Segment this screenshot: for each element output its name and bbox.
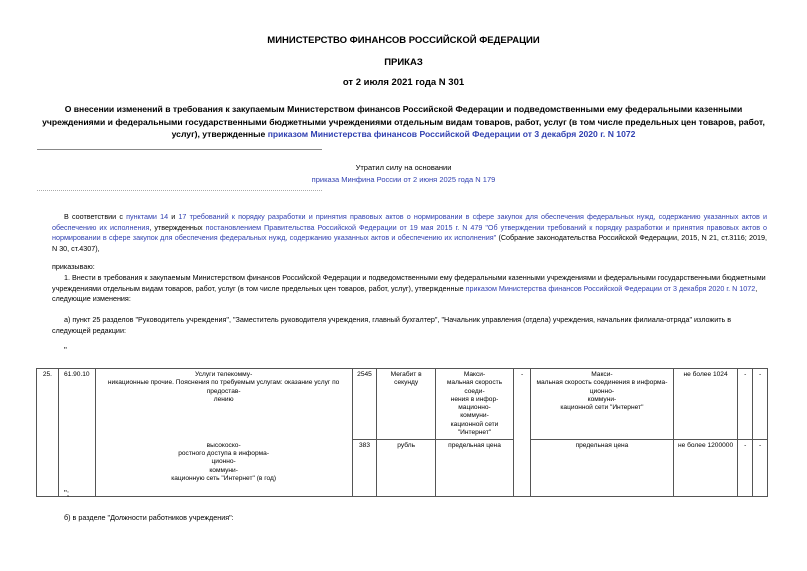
document-date: от 2 июля 2021 года N 301 xyxy=(342,77,465,88)
item-1-text-a: 1. Внести в требования к закупаемым Министерством финансов Российской Федерации и подведомственными ему федеральными казенными учреждениями и федеральными государственными бюджетными учреждениями отдельным видам товаров, работ, услуг (в том числе предельных цен товаров, работ, услуг), утвержденные xyxy=(52,273,766,293)
cell-characteristic-1: предельная цена xyxy=(435,440,513,497)
item-1-text-b: , следующие изменения: xyxy=(52,283,758,303)
item-b-paragraph xyxy=(52,513,767,524)
cell-number: 25. xyxy=(37,369,59,497)
cell-dash: - xyxy=(514,369,531,497)
preamble-text-c: , утвержденных xyxy=(149,222,206,232)
item-1-link[interactable]: приказом Министерства финансов Российской Федерации от 3 декабря 2020 г. N 1072 xyxy=(465,283,756,293)
preamble-link-items[interactable]: пунктами 14 xyxy=(126,212,169,221)
table-row xyxy=(37,369,768,440)
item-a-text: а) пункт 25 разделов "Руководитель учреждения", "Заместитель руководителя учреждения, главный бухгалтер", "Начальник управления (отдела) учреждения, начальник филиала-отряда" изложить в следующей редакции: xyxy=(52,315,732,335)
preamble-link-decree[interactable]: постановлением Правительства Российской Федерации от 19 мая 2015 г. N 479 "Об утверждении требований к порядку разработки и принятия правовых актов о нормировании в сфере закупок для обеспечения федеральных нужд, содержанию указанных актов и обеспечению их исполнения" xyxy=(52,222,768,242)
cell-name: Услуги телекомму- никационные прочие. Пояснения по требуемым услугам: оказание услуг по предостав- лению xyxy=(95,369,352,440)
title-link[interactable]: приказом Министерства финансов Российской Федерации от 3 декабря 2020 г. N 1072 xyxy=(267,129,636,139)
cell-dash: - xyxy=(753,369,768,440)
document-title xyxy=(40,103,767,141)
document-type: ПРИКАЗ xyxy=(384,57,423,68)
cell-name-continued: высокоско- ростного доступа в информа- ционно- коммуни- кационную сеть "Интернет" (в год) xyxy=(95,440,352,497)
item-1-paragraph xyxy=(52,273,767,305)
divider-top xyxy=(37,149,322,150)
item-a-paragraph xyxy=(52,315,767,336)
cell-unit: Мегабит в секунду xyxy=(377,369,435,440)
cell-characteristic-2: Макси- мальная скорость соединения в информа- ционно- коммуни- кационной сети "Интернет" xyxy=(530,369,673,440)
cell-dash: - xyxy=(753,440,768,497)
status-lost-force: Утратил силу на основании xyxy=(355,163,452,172)
cell-okei-code: 383 xyxy=(352,440,377,497)
preamble-text-b: и xyxy=(168,212,179,221)
preamble-paragraph xyxy=(52,212,767,254)
divider-bottom xyxy=(37,190,322,191)
cell-limit: не более 1024 xyxy=(673,369,737,440)
ministry-heading: МИНИСТЕРСТВО ФИНАНСОВ РОССИЙСКОЙ ФЕДЕРАЦИИ xyxy=(267,35,540,46)
command-word: приказываю: xyxy=(52,262,95,271)
cell-okei-code: 2545 xyxy=(352,369,377,440)
requirements-table xyxy=(36,368,768,497)
preamble-text-a: В соответствии с xyxy=(64,212,127,221)
cell-characteristic-2: предельная цена xyxy=(530,440,673,497)
title-text: О внесении изменений в требования к закупаемым Министерством финансов Российской Федерации и подведомственными ему федеральными казенными учреждениями и федеральными государственными бюджетными учреждениями отдельным видам товаров, работ, услуг (в том числе предельных цен товаров, работ, услуг), утвержденные xyxy=(42,104,765,139)
cell-limit: не более 1200000 xyxy=(673,440,737,497)
preamble-text-d: (Собрание законодательства Российской Федерации, 2015, N 21, ст.3116; 2019, N 30, ст.4307), xyxy=(52,233,767,253)
cell-characteristic-1: Макси- мальная скорость соеди- нения в инфор- мационно- коммуни- кационной сети "Интернет" xyxy=(435,369,513,440)
cell-dash: - xyxy=(738,369,753,440)
cell-unit: рубль xyxy=(377,440,435,497)
cell-dash: - xyxy=(738,440,753,497)
cell-okpd-code: 61.90.10 xyxy=(58,369,95,497)
quote-open: " xyxy=(64,346,67,355)
status-lost-force-link[interactable]: приказа Минфина России от 2 июня 2025 года N 179 xyxy=(311,175,496,184)
quote-close: "; xyxy=(64,489,70,498)
preamble-link-requirements[interactable]: 17 требований к порядку разработки и принятия правовых актов о нормировании в сфере закупок для обеспечения федеральных нужд, содержанию указанных актов и обеспечению их исполнения xyxy=(52,212,768,232)
table-row xyxy=(37,440,768,497)
item-b-text: б) в разделе "Должности работников учреждения": xyxy=(64,513,234,522)
